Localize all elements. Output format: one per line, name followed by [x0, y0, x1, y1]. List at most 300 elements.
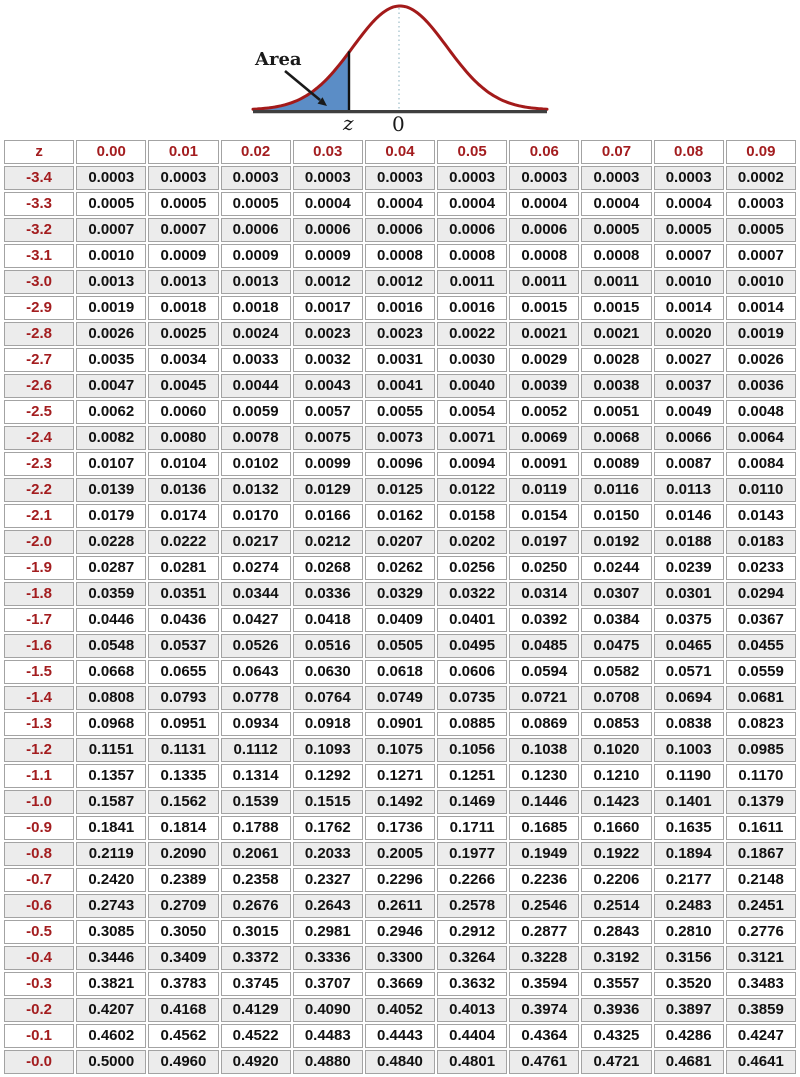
probability-cell: 0.0044 — [221, 374, 291, 398]
probability-cell: 0.2451 — [726, 894, 796, 918]
probability-cell: 0.4880 — [293, 1050, 363, 1074]
probability-cell: 0.0013 — [148, 270, 218, 294]
probability-cell: 0.0008 — [365, 244, 435, 268]
z-row-label: -2.9 — [4, 296, 74, 320]
probability-cell: 0.0401 — [437, 608, 507, 632]
probability-cell: 0.3859 — [726, 998, 796, 1022]
probability-cell: 0.0294 — [726, 582, 796, 606]
probability-cell: 0.0066 — [654, 426, 724, 450]
probability-cell: 0.3821 — [76, 972, 146, 996]
probability-cell: 0.1210 — [581, 764, 651, 788]
probability-cell: 0.0113 — [654, 478, 724, 502]
probability-cell: 0.0793 — [148, 686, 218, 710]
probability-cell: 0.1020 — [581, 738, 651, 762]
table-row — [4, 322, 796, 346]
probability-cell: 0.1271 — [365, 764, 435, 788]
probability-cell: 0.2810 — [654, 920, 724, 944]
probability-cell: 0.0023 — [293, 322, 363, 346]
probability-cell: 0.1314 — [221, 764, 291, 788]
probability-cell: 0.3936 — [581, 998, 651, 1022]
probability-cell: 0.0985 — [726, 738, 796, 762]
probability-cell: 0.0384 — [581, 608, 651, 632]
probability-cell: 0.0268 — [293, 556, 363, 580]
probability-cell: 0.1562 — [148, 790, 218, 814]
table-row — [4, 1024, 796, 1048]
probability-cell: 0.0024 — [221, 322, 291, 346]
z-row-label: -2.4 — [4, 426, 74, 450]
probability-cell: 0.0301 — [654, 582, 724, 606]
z-row-label: -1.7 — [4, 608, 74, 632]
probability-cell: 0.0107 — [76, 452, 146, 476]
probability-cell: 0.0183 — [726, 530, 796, 554]
table-row — [4, 608, 796, 632]
probability-cell: 0.0136 — [148, 478, 218, 502]
probability-cell: 0.0427 — [221, 608, 291, 632]
probability-cell: 0.1736 — [365, 816, 435, 840]
probability-cell: 0.2514 — [581, 894, 651, 918]
probability-cell: 0.0018 — [148, 296, 218, 320]
probability-cell: 0.4483 — [293, 1024, 363, 1048]
probability-cell: 0.0021 — [509, 322, 579, 346]
table-row — [4, 426, 796, 450]
probability-cell: 0.1151 — [76, 738, 146, 762]
probability-cell: 0.0018 — [221, 296, 291, 320]
probability-cell: 0.0008 — [509, 244, 579, 268]
probability-cell: 0.0054 — [437, 400, 507, 424]
probability-cell: 0.0096 — [365, 452, 435, 476]
probability-cell: 0.0901 — [365, 712, 435, 736]
probability-cell: 0.0006 — [437, 218, 507, 242]
probability-cell: 0.0256 — [437, 556, 507, 580]
probability-cell: 0.3483 — [726, 972, 796, 996]
z-row-label: -2.0 — [4, 530, 74, 554]
probability-cell: 0.0004 — [437, 192, 507, 216]
probability-cell: 0.4681 — [654, 1050, 724, 1074]
probability-cell: 0.1401 — [654, 790, 724, 814]
probability-cell: 0.0233 — [726, 556, 796, 580]
probability-cell: 0.0202 — [437, 530, 507, 554]
probability-cell: 0.0007 — [76, 218, 146, 242]
probability-cell: 0.0869 — [509, 712, 579, 736]
probability-cell: 0.0014 — [726, 296, 796, 320]
table-row — [4, 998, 796, 1022]
probability-cell: 0.0485 — [509, 634, 579, 658]
probability-cell: 0.0026 — [726, 348, 796, 372]
probability-cell: 0.2389 — [148, 868, 218, 892]
probability-cell: 0.0007 — [726, 244, 796, 268]
probability-cell: 0.1190 — [654, 764, 724, 788]
probability-cell: 0.1894 — [654, 842, 724, 866]
probability-cell: 0.0003 — [148, 166, 218, 190]
probability-cell: 0.3121 — [726, 946, 796, 970]
probability-cell: 0.0078 — [221, 426, 291, 450]
probability-cell: 0.0025 — [148, 322, 218, 346]
probability-cell: 0.0005 — [726, 218, 796, 242]
probability-cell: 0.4840 — [365, 1050, 435, 1074]
probability-cell: 0.0375 — [654, 608, 724, 632]
table-row — [4, 296, 796, 320]
probability-cell: 0.2206 — [581, 868, 651, 892]
probability-cell: 0.0244 — [581, 556, 651, 580]
probability-cell: 0.0039 — [509, 374, 579, 398]
probability-cell: 0.1112 — [221, 738, 291, 762]
probability-cell: 0.0158 — [437, 504, 507, 528]
z-row-label: -0.2 — [4, 998, 74, 1022]
z-row-label: -0.3 — [4, 972, 74, 996]
probability-cell: 0.1492 — [365, 790, 435, 814]
probability-cell: 0.2877 — [509, 920, 579, 944]
probability-cell: 0.0166 — [293, 504, 363, 528]
probability-cell: 0.0099 — [293, 452, 363, 476]
probability-cell: 0.1841 — [76, 816, 146, 840]
probability-cell: 0.0392 — [509, 608, 579, 632]
zero-axis-label: 0 — [392, 112, 405, 136]
table-row — [4, 348, 796, 372]
probability-cell: 0.1711 — [437, 816, 507, 840]
probability-cell: 0.3192 — [581, 946, 651, 970]
probability-cell: 0.4325 — [581, 1024, 651, 1048]
probability-cell: 0.0968 — [76, 712, 146, 736]
probability-cell: 0.0005 — [148, 192, 218, 216]
probability-cell: 0.1977 — [437, 842, 507, 866]
column-header: 0.01 — [148, 140, 218, 164]
z-row-label: -1.6 — [4, 634, 74, 658]
probability-cell: 0.4721 — [581, 1050, 651, 1074]
probability-cell: 0.0029 — [509, 348, 579, 372]
z-row-label: -0.5 — [4, 920, 74, 944]
probability-cell: 0.0010 — [76, 244, 146, 268]
table-row — [4, 374, 796, 398]
probability-cell: 0.0003 — [221, 166, 291, 190]
table-row — [4, 1050, 796, 1074]
probability-cell: 0.0174 — [148, 504, 218, 528]
probability-cell: 0.1660 — [581, 816, 651, 840]
table-row — [4, 894, 796, 918]
probability-cell: 0.0071 — [437, 426, 507, 450]
probability-cell: 0.0006 — [509, 218, 579, 242]
probability-cell: 0.0027 — [654, 348, 724, 372]
area-arrow — [285, 71, 320, 100]
probability-cell: 0.0038 — [581, 374, 651, 398]
probability-cell: 0.0043 — [293, 374, 363, 398]
probability-cell: 0.0526 — [221, 634, 291, 658]
probability-cell: 0.0495 — [437, 634, 507, 658]
z-row-label: -1.4 — [4, 686, 74, 710]
probability-cell: 0.0228 — [76, 530, 146, 554]
table-row — [4, 166, 796, 190]
probability-cell: 0.0749 — [365, 686, 435, 710]
probability-cell: 0.0034 — [148, 348, 218, 372]
probability-cell: 0.4286 — [654, 1024, 724, 1048]
probability-cell: 0.0068 — [581, 426, 651, 450]
probability-cell: 0.3156 — [654, 946, 724, 970]
probability-cell: 0.2177 — [654, 868, 724, 892]
probability-cell: 0.4443 — [365, 1024, 435, 1048]
z-column-header: z — [4, 140, 74, 164]
probability-cell: 0.0139 — [76, 478, 146, 502]
probability-cell: 0.0045 — [148, 374, 218, 398]
table-row — [4, 400, 796, 424]
probability-cell: 0.0571 — [654, 660, 724, 684]
probability-cell: 0.0064 — [726, 426, 796, 450]
z-row-label: -3.4 — [4, 166, 74, 190]
probability-cell: 0.1762 — [293, 816, 363, 840]
table-row — [4, 192, 796, 216]
probability-cell: 0.0314 — [509, 582, 579, 606]
probability-cell: 0.1446 — [509, 790, 579, 814]
probability-cell: 0.1949 — [509, 842, 579, 866]
probability-cell: 0.0465 — [654, 634, 724, 658]
z-row-label: -0.8 — [4, 842, 74, 866]
probability-cell: 0.0094 — [437, 452, 507, 476]
probability-cell: 0.0170 — [221, 504, 291, 528]
probability-cell: 0.2676 — [221, 894, 291, 918]
probability-cell: 0.0021 — [581, 322, 651, 346]
probability-cell: 0.0336 — [293, 582, 363, 606]
column-header: 0.07 — [581, 140, 651, 164]
probability-cell: 0.0708 — [581, 686, 651, 710]
table-row — [4, 764, 796, 788]
probability-cell: 0.0010 — [726, 270, 796, 294]
z-row-label: -0.4 — [4, 946, 74, 970]
probability-cell: 0.0455 — [726, 634, 796, 658]
probability-cell: 0.0436 — [148, 608, 218, 632]
probability-cell: 0.4761 — [509, 1050, 579, 1074]
probability-cell: 0.0548 — [76, 634, 146, 658]
probability-cell: 0.1131 — [148, 738, 218, 762]
probability-cell: 0.0918 — [293, 712, 363, 736]
table-row — [4, 556, 796, 580]
column-header: 0.06 — [509, 140, 579, 164]
probability-cell: 0.0102 — [221, 452, 291, 476]
probability-cell: 0.3897 — [654, 998, 724, 1022]
probability-cell: 0.4404 — [437, 1024, 507, 1048]
probability-cell: 0.0003 — [76, 166, 146, 190]
probability-cell: 0.0059 — [221, 400, 291, 424]
z-row-label: -1.1 — [4, 764, 74, 788]
probability-cell: 0.0003 — [365, 166, 435, 190]
probability-cell: 0.0022 — [437, 322, 507, 346]
probability-cell: 0.0262 — [365, 556, 435, 580]
z-axis-label: z — [343, 111, 354, 135]
probability-cell: 0.0606 — [437, 660, 507, 684]
probability-cell: 0.2266 — [437, 868, 507, 892]
probability-cell: 0.0179 — [76, 504, 146, 528]
z-row-label: -2.8 — [4, 322, 74, 346]
probability-cell: 0.0934 — [221, 712, 291, 736]
probability-cell: 0.1093 — [293, 738, 363, 762]
probability-cell: 0.0808 — [76, 686, 146, 710]
z-row-label: -3.2 — [4, 218, 74, 242]
probability-cell: 0.0122 — [437, 478, 507, 502]
probability-cell: 0.0012 — [365, 270, 435, 294]
table-row — [4, 842, 796, 866]
table-row — [4, 582, 796, 606]
probability-cell: 0.0735 — [437, 686, 507, 710]
table-row — [4, 504, 796, 528]
z-table — [2, 138, 798, 1076]
probability-cell: 0.1357 — [76, 764, 146, 788]
probability-cell: 0.2061 — [221, 842, 291, 866]
probability-cell: 0.0197 — [509, 530, 579, 554]
normal-curve-diagram — [0, 0, 800, 138]
probability-cell: 0.2483 — [654, 894, 724, 918]
probability-cell: 0.4960 — [148, 1050, 218, 1074]
z-row-label: -2.3 — [4, 452, 74, 476]
probability-cell: 0.1038 — [509, 738, 579, 762]
area-label: Area — [255, 49, 302, 70]
probability-cell: 0.0089 — [581, 452, 651, 476]
probability-cell: 0.1635 — [654, 816, 724, 840]
probability-cell: 0.0062 — [76, 400, 146, 424]
z-row-label: -2.7 — [4, 348, 74, 372]
probability-cell: 0.0055 — [365, 400, 435, 424]
probability-cell: 0.3264 — [437, 946, 507, 970]
probability-cell: 0.2709 — [148, 894, 218, 918]
probability-cell: 0.0125 — [365, 478, 435, 502]
probability-cell: 0.0007 — [148, 218, 218, 242]
probability-cell: 0.0630 — [293, 660, 363, 684]
probability-cell: 0.0351 — [148, 582, 218, 606]
probability-cell: 0.0150 — [581, 504, 651, 528]
probability-cell: 0.2643 — [293, 894, 363, 918]
probability-cell: 0.3974 — [509, 998, 579, 1022]
probability-cell: 0.3446 — [76, 946, 146, 970]
z-row-label: -0.9 — [4, 816, 74, 840]
probability-cell: 0.0020 — [654, 322, 724, 346]
probability-cell: 0.3336 — [293, 946, 363, 970]
probability-cell: 0.0003 — [581, 166, 651, 190]
probability-cell: 0.3409 — [148, 946, 218, 970]
probability-cell: 0.1515 — [293, 790, 363, 814]
probability-cell: 0.2546 — [509, 894, 579, 918]
probability-cell: 0.0014 — [654, 296, 724, 320]
z-table-header — [4, 140, 796, 164]
probability-cell: 0.0006 — [365, 218, 435, 242]
normal-curve-svg — [0, 0, 800, 138]
probability-cell: 0.3783 — [148, 972, 218, 996]
probability-cell: 0.4801 — [437, 1050, 507, 1074]
probability-cell: 0.2420 — [76, 868, 146, 892]
probability-cell: 0.0032 — [293, 348, 363, 372]
probability-cell: 0.0023 — [365, 322, 435, 346]
probability-cell: 0.0516 — [293, 634, 363, 658]
probability-cell: 0.0017 — [293, 296, 363, 320]
table-row — [4, 972, 796, 996]
probability-cell: 0.0119 — [509, 478, 579, 502]
probability-cell: 0.0007 — [654, 244, 724, 268]
probability-cell: 0.3050 — [148, 920, 218, 944]
probability-cell: 0.0015 — [509, 296, 579, 320]
probability-cell: 0.0409 — [365, 608, 435, 632]
column-header: 0.03 — [293, 140, 363, 164]
probability-cell: 0.0505 — [365, 634, 435, 658]
probability-cell: 0.0188 — [654, 530, 724, 554]
probability-cell: 0.2578 — [437, 894, 507, 918]
table-row — [4, 816, 796, 840]
probability-cell: 0.0069 — [509, 426, 579, 450]
probability-cell: 0.0116 — [581, 478, 651, 502]
probability-cell: 0.3015 — [221, 920, 291, 944]
probability-cell: 0.0005 — [76, 192, 146, 216]
z-row-label: -1.8 — [4, 582, 74, 606]
probability-cell: 0.3372 — [221, 946, 291, 970]
probability-cell: 0.0239 — [654, 556, 724, 580]
probability-cell: 0.0359 — [76, 582, 146, 606]
probability-cell: 0.0329 — [365, 582, 435, 606]
probability-cell: 0.2327 — [293, 868, 363, 892]
probability-cell: 0.0154 — [509, 504, 579, 528]
probability-cell: 0.3745 — [221, 972, 291, 996]
probability-cell: 0.0006 — [293, 218, 363, 242]
probability-cell: 0.1003 — [654, 738, 724, 762]
probability-cell: 0.0035 — [76, 348, 146, 372]
probability-cell: 0.1423 — [581, 790, 651, 814]
probability-cell: 0.4052 — [365, 998, 435, 1022]
z-row-label: -0.6 — [4, 894, 74, 918]
probability-cell: 0.0004 — [365, 192, 435, 216]
probability-cell: 0.0217 — [221, 530, 291, 554]
probability-cell: 0.5000 — [76, 1050, 146, 1074]
probability-cell: 0.0041 — [365, 374, 435, 398]
probability-cell: 0.3594 — [509, 972, 579, 996]
table-row — [4, 218, 796, 242]
probability-cell: 0.2033 — [293, 842, 363, 866]
z-row-label: -1.3 — [4, 712, 74, 736]
column-header: 0.04 — [365, 140, 435, 164]
probability-cell: 0.0367 — [726, 608, 796, 632]
probability-cell: 0.4522 — [221, 1024, 291, 1048]
probability-cell: 0.0207 — [365, 530, 435, 554]
table-row — [4, 270, 796, 294]
column-header: 0.09 — [726, 140, 796, 164]
table-row — [4, 244, 796, 268]
probability-cell: 0.3557 — [581, 972, 651, 996]
probability-cell: 0.0002 — [726, 166, 796, 190]
z-row-label: -3.1 — [4, 244, 74, 268]
probability-cell: 0.0006 — [221, 218, 291, 242]
probability-cell: 0.0212 — [293, 530, 363, 554]
column-header: 0.02 — [221, 140, 291, 164]
probability-cell: 0.0778 — [221, 686, 291, 710]
probability-cell: 0.0048 — [726, 400, 796, 424]
z-row-label: -0.7 — [4, 868, 74, 892]
probability-cell: 0.0084 — [726, 452, 796, 476]
probability-cell: 0.0057 — [293, 400, 363, 424]
probability-cell: 0.0087 — [654, 452, 724, 476]
probability-cell: 0.0037 — [654, 374, 724, 398]
probability-cell: 0.4013 — [437, 998, 507, 1022]
probability-cell: 0.0049 — [654, 400, 724, 424]
probability-cell: 0.0005 — [654, 218, 724, 242]
probability-cell: 0.1788 — [221, 816, 291, 840]
probability-cell: 0.4602 — [76, 1024, 146, 1048]
probability-cell: 0.0643 — [221, 660, 291, 684]
probability-cell: 0.1587 — [76, 790, 146, 814]
probability-cell: 0.0013 — [76, 270, 146, 294]
probability-cell: 0.1867 — [726, 842, 796, 866]
table-row — [4, 946, 796, 970]
probability-cell: 0.0655 — [148, 660, 218, 684]
probability-cell: 0.1292 — [293, 764, 363, 788]
probability-cell: 0.0009 — [293, 244, 363, 268]
probability-cell: 0.0668 — [76, 660, 146, 684]
column-header: 0.08 — [654, 140, 724, 164]
probability-cell: 0.0004 — [509, 192, 579, 216]
probability-cell: 0.1075 — [365, 738, 435, 762]
z-row-label: -2.1 — [4, 504, 74, 528]
probability-cell: 0.0011 — [581, 270, 651, 294]
